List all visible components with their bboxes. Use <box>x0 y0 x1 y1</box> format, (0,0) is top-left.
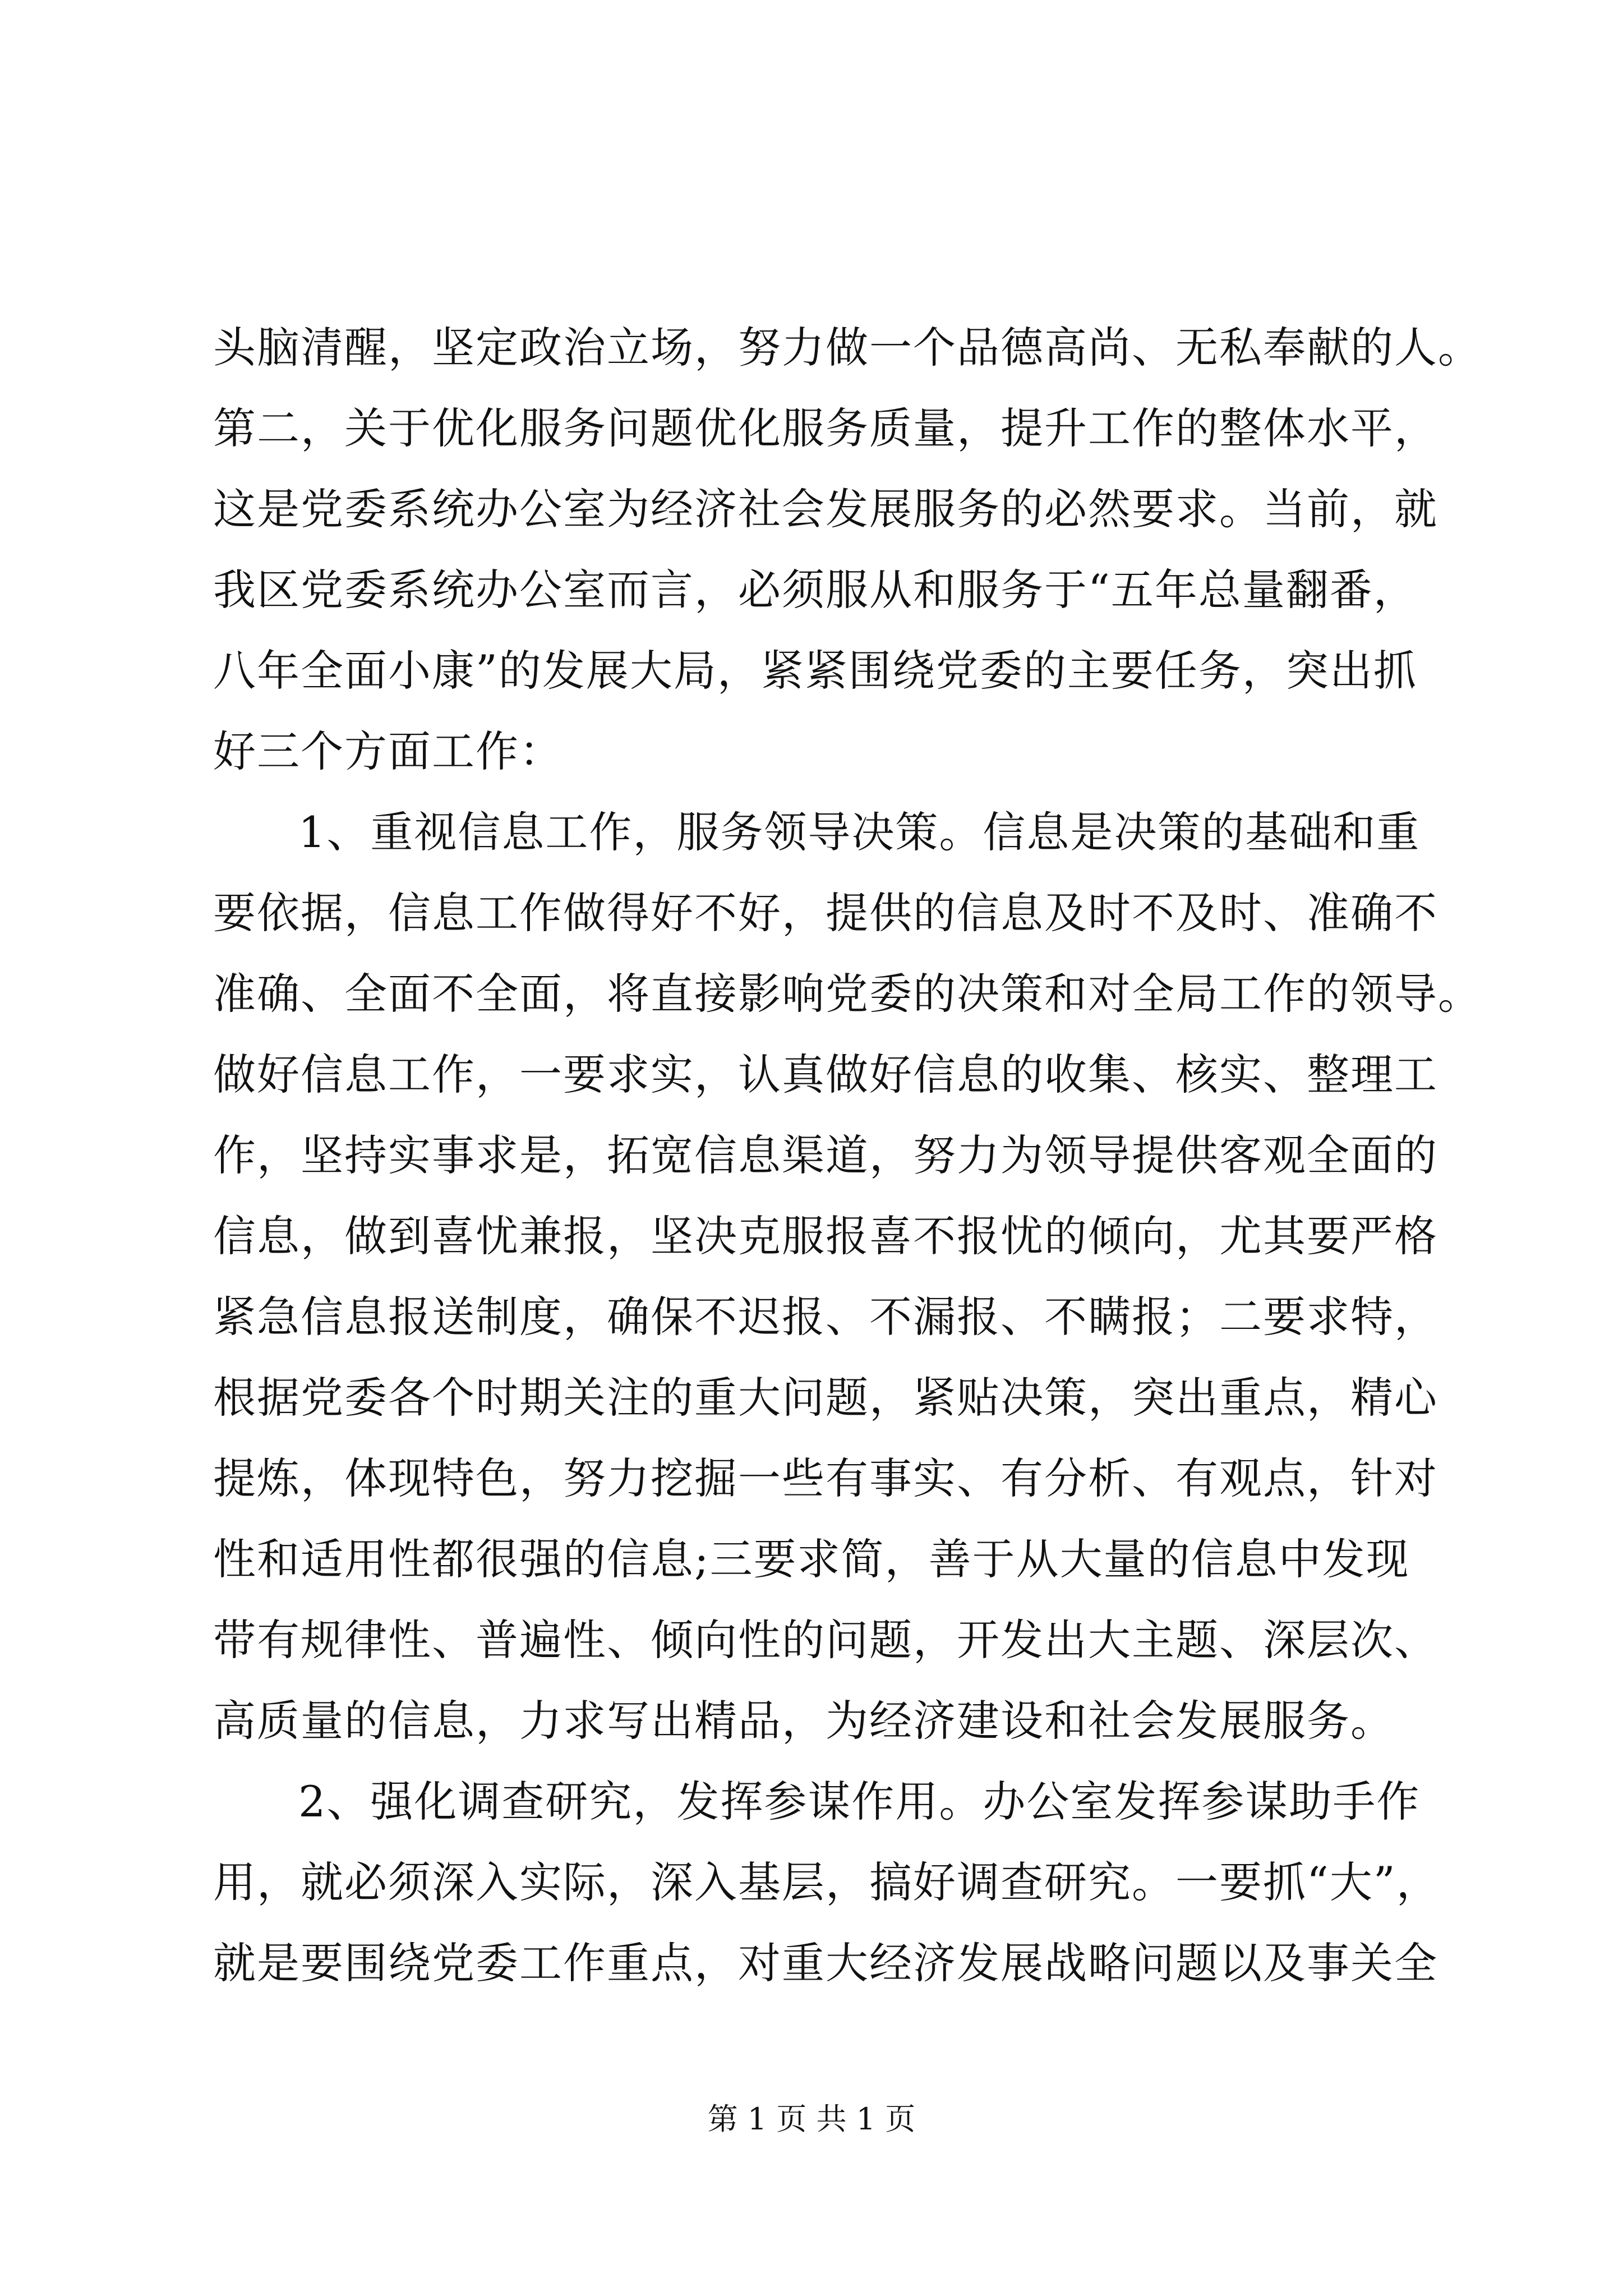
text-line: 就是要围绕党委工作重点，对重大经济发展战略问题以及事关全 <box>213 1938 1438 1988</box>
text-line: 要依据，信息工作做得好不好，提供的信息及时不及时、准确不 <box>213 888 1438 938</box>
text-line: 这是党委系统办公室为经济社会发展服务的必然要求。当前，就 <box>213 484 1438 534</box>
text-line: 做好信息工作，一要求实，认真做好信息的收集、核实、整理工 <box>213 1050 1438 1099</box>
text-line: 第二，关于优化服务问题优化服务质量，提升工作的整体水平， <box>213 403 1438 453</box>
text-line: 作，坚持实事求是，拓宽信息渠道，努力为领导提供客观全面的 <box>213 1130 1438 1180</box>
document-body <box>213 307 1482 2004</box>
text-line: 根据党委各个时期关注的重大问题，紧贴决策，突出重点，精心 <box>213 1373 1438 1423</box>
text-line: 准确、全面不全面，将直接影响党委的决策和对全局工作的领导。 <box>213 969 1482 1019</box>
text-line: 我区党委系统办公室而言，必须服从和服务于“五年总量翻番， <box>213 565 1417 615</box>
text-line: 用，就必须深入实际，深入基层，搞好调查研究。一要抓“大”， <box>213 1857 1440 1907</box>
page-footer <box>0 2097 1623 2142</box>
text-line: 好三个方面工作： <box>213 726 563 776</box>
text-line: 紧急信息报送制度，确保不迟报、不漏报、不瞒报；二要求特， <box>213 1292 1438 1342</box>
paragraph-start-line: 1、重视信息工作，服务领导决策。信息是决策的基础和重 <box>298 807 1421 857</box>
page-number-label: 第 1 页 共 1 页 <box>707 2101 916 2137</box>
text-line: 高质量的信息，力求写出精品，为经济建设和社会发展服务。 <box>213 1696 1394 1746</box>
paragraph-start-line: 2、强化调查研究，发挥参谋作用。办公室发挥参谋助手作 <box>298 1777 1421 1826</box>
text-line: 提炼，体现特色，努力挖掘一些有事实、有分析、有观点，针对 <box>213 1453 1438 1503</box>
text-line: 头脑清醒，坚定政治立场，努力做一个品德高尚、无私奉献的人。 <box>213 323 1482 372</box>
text-line: 八年全面小康”的发展大局，紧紧围绕党委的主要任务，突出抓 <box>213 646 1417 696</box>
text-line: 性和适用性都很强的信息;三要求简，善于从大量的信息中发现 <box>213 1534 1410 1584</box>
text-line: 信息，做到喜忧兼报，坚决克服报喜不报忧的倾向，尤其要严格 <box>213 1211 1438 1261</box>
text-line: 带有规律性、普遍性、倾向性的问题，开发出大主题、深层次、 <box>213 1615 1438 1665</box>
